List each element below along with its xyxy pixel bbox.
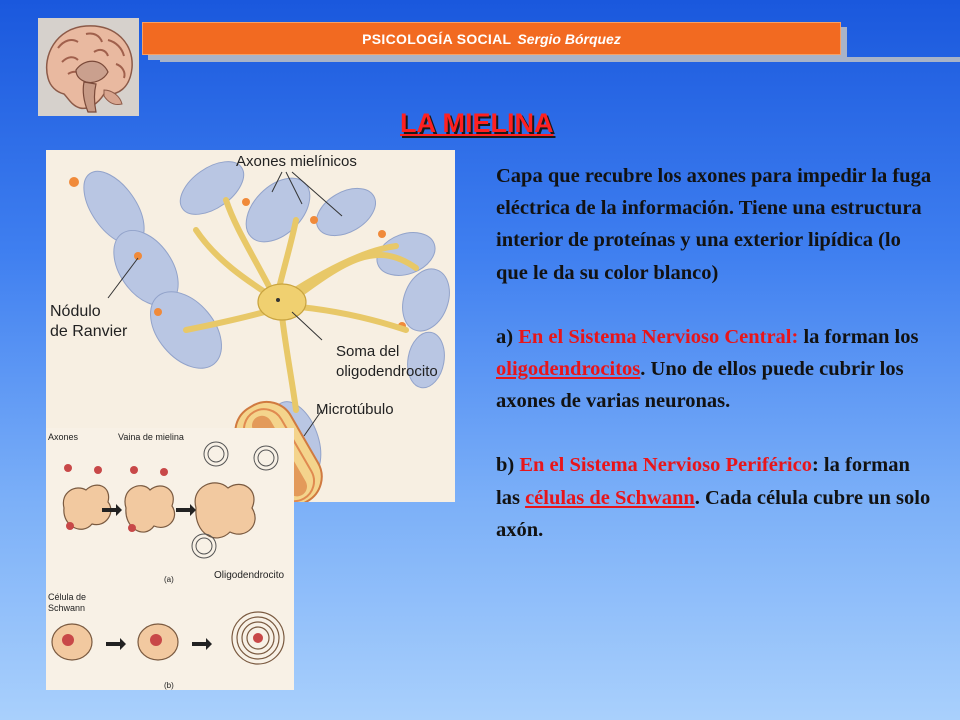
- label-axones-mielinicos: Axones mielínicos: [236, 153, 357, 170]
- paragraph-b: [496, 449, 936, 546]
- a-label-snc: En el Sistema Nervioso Central:: [518, 325, 799, 348]
- label-de-ranvier: de Ranvier: [50, 323, 128, 340]
- myelin-figure-bottom: [46, 428, 294, 690]
- header-author: Sergio Bórquez: [517, 30, 621, 47]
- myelination-stages-illustration: [46, 428, 294, 690]
- label-oligodendrocito-small: Oligodendrocito: [214, 570, 285, 581]
- brain-logo: [38, 18, 139, 116]
- a-rest: . Uno de ellos puede cubrir los axones de varias neuronas.: [496, 358, 904, 413]
- label-schwann: Schwann: [48, 603, 86, 613]
- term-celulas-de-schwann: células de Schwann: [525, 486, 695, 509]
- label-vaina-de-mielina: Vaina de mielina: [118, 432, 184, 442]
- paragraph-a: [496, 321, 936, 418]
- a-mid: la forman los: [798, 325, 919, 348]
- intro-paragraph: Capa que recubre los axones para impedir la fuga eléctrica de la información. Tiene una estructura interior de proteínas y una exterior lipídica (lo que le da su color blanco): [496, 165, 932, 284]
- body-text: [496, 160, 936, 546]
- header-bar: [142, 22, 841, 55]
- label-axones-small: Axones: [48, 432, 79, 442]
- label-a: (a): [164, 575, 174, 584]
- label-nodulo: Nódulo: [50, 303, 101, 320]
- a-prefix: a): [496, 325, 519, 348]
- label-oligodendrocito: oligodendrocito: [336, 363, 438, 380]
- label-soma-del: Soma del: [336, 343, 400, 360]
- term-oligodendrocitos: oligodendrocitos: [496, 358, 641, 381]
- brain-icon: [38, 18, 139, 116]
- page-title: LA MIELINA: [400, 108, 554, 138]
- header-course: PSICOLOGÍA SOCIAL: [362, 30, 512, 47]
- b-mid: : la forman las: [496, 454, 910, 509]
- label-celula-de: Célula de: [48, 592, 87, 602]
- header-shadow-line: [160, 57, 960, 62]
- b-prefix: b): [496, 454, 520, 477]
- label-microtubulo: Microtúbulo: [316, 401, 394, 418]
- label-b: (b): [164, 681, 174, 690]
- b-rest: . Cada célula cubre un solo axón.: [496, 486, 931, 541]
- b-label-snp: En el Sistema Nervioso Periférico: [519, 454, 812, 477]
